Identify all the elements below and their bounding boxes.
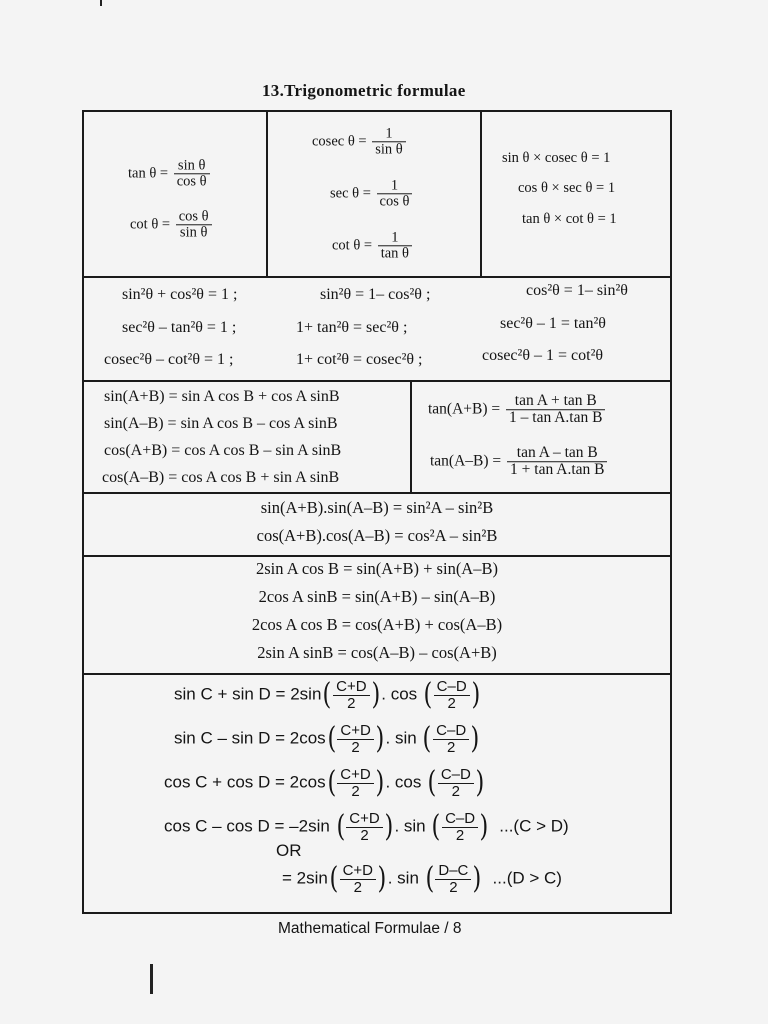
fraction bbox=[337, 767, 373, 800]
product-identity: sin(A+B).sin(A–B) = sin²A – sin²B bbox=[260, 498, 494, 517]
numerator: C+D bbox=[340, 766, 371, 783]
right-paren: ) bbox=[471, 677, 480, 713]
compound-formula: cos(A–B) = cos A cos B + sin A sinB bbox=[102, 469, 340, 486]
denominator: 2 bbox=[346, 827, 382, 844]
numerator: C+D bbox=[349, 810, 380, 827]
identity: sin²θ = 1– cos²θ ; bbox=[320, 286, 431, 303]
denominator: 2 bbox=[435, 879, 471, 896]
formula-middle: . cos bbox=[385, 772, 422, 792]
identity: sec²θ – tan²θ = 1 ; bbox=[122, 319, 237, 336]
identity: sec²θ – 1 = tan²θ bbox=[500, 315, 606, 332]
fraction bbox=[435, 863, 471, 896]
product-to-sum-section bbox=[84, 555, 670, 675]
formula-lhs: tan θ = bbox=[128, 165, 169, 182]
formula-lhs: = 2sin bbox=[282, 868, 328, 888]
sum-to-product-formula bbox=[282, 863, 562, 896]
condition: ...(C > D) bbox=[499, 816, 569, 836]
formula-lhs: sec θ = bbox=[330, 185, 371, 202]
formula-middle: . sin bbox=[385, 728, 417, 748]
numerator: C–D bbox=[440, 766, 471, 783]
product-to-sum-formula: 2sin A sinB = cos(A–B) – cos(A+B) bbox=[257, 643, 497, 662]
fraction bbox=[346, 811, 382, 844]
denominator: cos θ bbox=[377, 194, 413, 210]
fraction bbox=[176, 209, 212, 240]
product-column bbox=[480, 112, 670, 276]
numerator: C+D bbox=[342, 862, 373, 879]
page-title: 13.Trigonometric formulae bbox=[262, 81, 466, 100]
identity: 1+ tan²θ = sec²θ ; bbox=[296, 319, 408, 336]
fraction bbox=[434, 679, 470, 712]
fraction bbox=[438, 767, 474, 800]
denominator: 2 bbox=[340, 879, 376, 896]
left-paren: ( bbox=[327, 765, 336, 801]
right-paren: ) bbox=[475, 765, 485, 801]
right-paren: ) bbox=[377, 861, 387, 897]
formula-middle: . sin bbox=[394, 816, 426, 836]
left-paren: ( bbox=[431, 809, 441, 845]
compound-formula: sin(A–B) = sin A cos B – cos A sinB bbox=[104, 415, 338, 432]
identity: sin²θ + cos²θ = 1 ; bbox=[122, 286, 238, 303]
numerator: cos θ bbox=[178, 208, 209, 225]
sum-to-product-formula bbox=[174, 723, 481, 756]
scan-mark bbox=[150, 964, 153, 994]
fraction bbox=[340, 863, 376, 896]
sum-to-product-section bbox=[84, 673, 670, 912]
sec-formula bbox=[330, 178, 414, 209]
numerator: C–D bbox=[436, 678, 467, 695]
formula-lhs: cos C + cos D = 2cos bbox=[164, 772, 326, 792]
reciprocal-column bbox=[266, 112, 482, 276]
right-paren: ) bbox=[472, 861, 482, 897]
formula-lhs: cosec θ = bbox=[312, 133, 367, 150]
identity: cosec²θ – 1 = cot²θ bbox=[482, 347, 604, 364]
left-paren: ( bbox=[322, 677, 332, 713]
denominator: 1 + tan A.tan B bbox=[507, 462, 607, 479]
left-paren: ( bbox=[327, 721, 336, 757]
compound-angle-section bbox=[84, 380, 670, 494]
denominator: tan θ bbox=[378, 246, 412, 262]
left-paren: ( bbox=[425, 861, 434, 897]
right-paren: ) bbox=[384, 809, 393, 845]
numerator: 1 bbox=[390, 177, 399, 194]
denominator: 2 bbox=[438, 783, 474, 800]
ratio-column bbox=[84, 112, 268, 276]
fraction bbox=[442, 811, 478, 844]
fraction bbox=[372, 126, 406, 157]
identity: 1+ cot²θ = cosec²θ ; bbox=[296, 351, 423, 368]
scan-mark bbox=[100, 0, 102, 6]
formula-lhs: sin C + sin D = 2sin bbox=[174, 684, 322, 704]
numerator: tan A – tan B bbox=[516, 444, 598, 462]
denominator: 2 bbox=[433, 739, 469, 756]
cosec-formula bbox=[312, 126, 408, 157]
right-paren: ) bbox=[479, 809, 489, 845]
tan-sum-formula bbox=[428, 393, 607, 427]
left-paren: ( bbox=[423, 677, 433, 713]
product-to-sum-formula: 2cos A cos B = cos(A+B) + cos(A–B) bbox=[251, 615, 503, 634]
left-paren: ( bbox=[329, 861, 339, 897]
identity: cosec²θ – cot²θ = 1 ; bbox=[104, 351, 234, 368]
formula-middle: . cos bbox=[381, 684, 418, 704]
numerator: C–D bbox=[445, 810, 476, 827]
left-paren: ( bbox=[427, 765, 437, 801]
fraction bbox=[433, 723, 469, 756]
tan-formula bbox=[128, 158, 212, 189]
left-paren: ( bbox=[336, 809, 345, 845]
denominator: sin θ bbox=[176, 225, 212, 241]
denominator: 2 bbox=[434, 695, 470, 712]
sum-to-product-formula bbox=[164, 811, 569, 844]
numerator: tan A + tan B bbox=[514, 392, 597, 410]
tan-compound-column bbox=[410, 380, 670, 492]
sum-to-product-formula bbox=[174, 679, 481, 712]
numerator: D–C bbox=[438, 862, 469, 879]
formula-lhs: cot θ = bbox=[332, 237, 373, 254]
formula-lhs: tan(A+B) = bbox=[428, 400, 501, 418]
denominator: sin θ bbox=[372, 142, 406, 158]
fraction bbox=[174, 158, 210, 189]
numerator: C+D bbox=[340, 722, 371, 739]
fraction bbox=[337, 723, 373, 756]
product-formula: cos θ × sec θ = 1 bbox=[518, 180, 616, 196]
fraction bbox=[506, 393, 605, 427]
right-paren: ) bbox=[375, 765, 384, 801]
formula-middle: . sin bbox=[387, 868, 419, 888]
denominator: 2 bbox=[337, 783, 373, 800]
compound-formula: cos(A+B) = cos A cos B – sin A sinB bbox=[104, 442, 342, 459]
numerator: C+D bbox=[336, 678, 367, 695]
fraction bbox=[378, 230, 412, 261]
compound-formula: sin(A+B) = sin A cos B + cos A sinB bbox=[104, 388, 340, 405]
cot-formula bbox=[130, 209, 214, 240]
fraction bbox=[333, 679, 369, 712]
cot-reciprocal-formula bbox=[332, 230, 414, 261]
tan-difference-formula bbox=[430, 445, 609, 479]
condition: ...(D > C) bbox=[492, 868, 562, 888]
pythagorean-section bbox=[84, 276, 670, 382]
product-to-sum-formula: 2sin A cos B = sin(A+B) + sin(A–B) bbox=[256, 559, 498, 578]
right-paren: ) bbox=[470, 721, 480, 757]
denominator: 2 bbox=[333, 695, 369, 712]
reciprocal-section bbox=[84, 112, 670, 278]
product-to-sum-formula: 2cos A sinB = sin(A+B) – sin(A–B) bbox=[258, 587, 496, 606]
numerator: sin θ bbox=[177, 157, 206, 174]
product-formula: sin θ × cosec θ = 1 bbox=[502, 150, 611, 166]
sin-cos-compound-column bbox=[84, 380, 412, 492]
denominator: cos θ bbox=[174, 174, 210, 190]
sum-to-product-formula bbox=[164, 767, 486, 800]
formula-lhs: tan(A–B) = bbox=[430, 452, 502, 470]
formula-sheet bbox=[82, 110, 672, 914]
product-identity: cos(A+B).cos(A–B) = cos²A – sin²B bbox=[256, 526, 498, 545]
formula-lhs: cot θ = bbox=[130, 216, 171, 233]
fraction bbox=[507, 445, 607, 479]
formula-lhs: sin C – sin D = 2cos bbox=[174, 728, 326, 748]
numerator: 1 bbox=[385, 125, 393, 142]
page-footer: Mathematical Formulae / 8 bbox=[278, 920, 462, 937]
product-difference-section bbox=[84, 492, 670, 557]
numerator: C–D bbox=[436, 722, 467, 739]
fraction bbox=[377, 178, 413, 209]
left-paren: ( bbox=[422, 721, 432, 757]
or-label: OR bbox=[276, 841, 302, 860]
formula-lhs: cos C – cos D = –2sin bbox=[164, 816, 330, 836]
right-paren: ) bbox=[371, 677, 380, 713]
denominator: 2 bbox=[337, 739, 373, 756]
identity: cos²θ = 1– sin²θ bbox=[526, 282, 628, 299]
right-paren: ) bbox=[375, 721, 385, 757]
denominator: 1 – tan A.tan B bbox=[506, 410, 605, 427]
product-formula: tan θ × cot θ = 1 bbox=[522, 211, 617, 227]
numerator: 1 bbox=[391, 229, 399, 246]
denominator: 2 bbox=[442, 827, 478, 844]
